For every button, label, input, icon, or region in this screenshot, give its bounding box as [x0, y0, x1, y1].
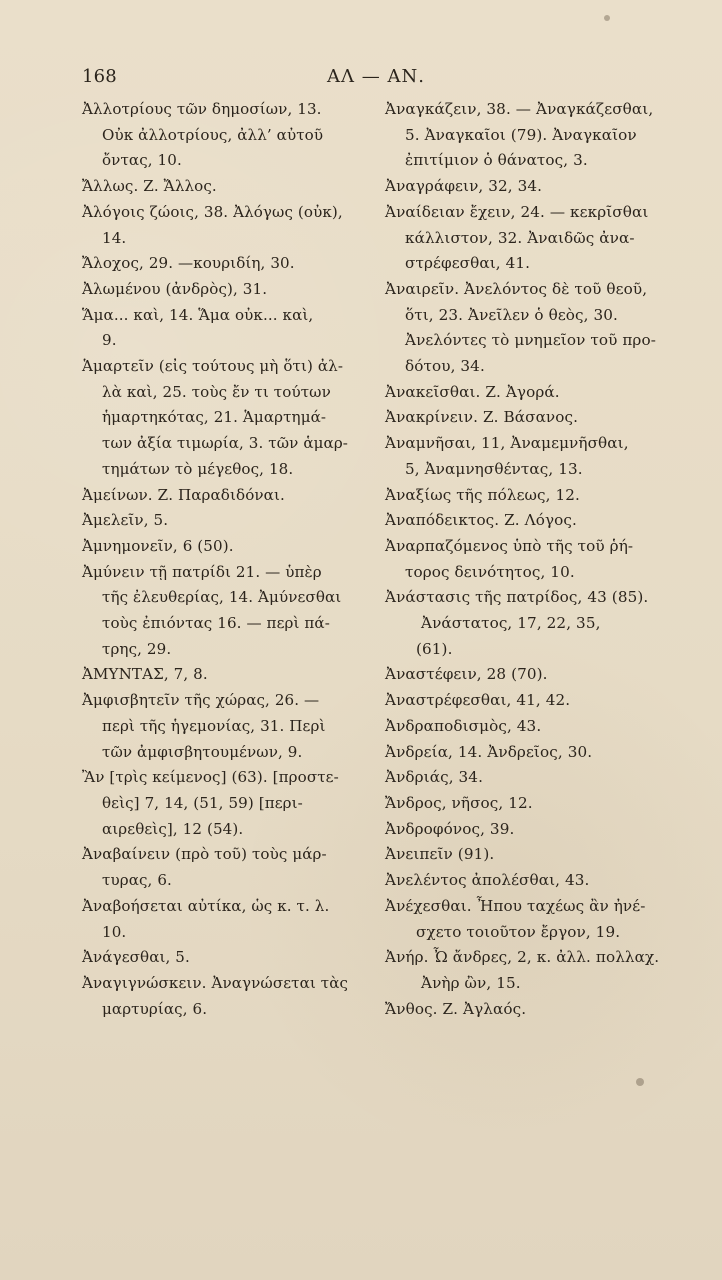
page-header [82, 66, 662, 90]
entry-line: σχετο τοιοῦτον ἔργον, 19. [416, 922, 621, 941]
entry-line: Ἄνδρος, νῆσος, 12. [385, 793, 533, 812]
entry-line: θεὶς] 7, 14, (51, 59) [περι- [102, 793, 303, 812]
entry-line: 5. Ἀναγκαῖοι (79). Ἀναγκαῖον [405, 125, 637, 144]
entry-line: Ἄλλως. Ζ. Ἄλλος. [82, 177, 217, 196]
entry-line: Ἀμείνων. Ζ. Παραδιδόναι. [82, 485, 285, 504]
entry-line: Ἀναγκάζειν, 38. — Ἀναγκάζεσθαι, [385, 100, 654, 118]
entry-line: Ἀναβοήσεται αὐτίκα, ὡς κ. τ. λ. [82, 896, 330, 915]
entry-line: δότου, 34. [405, 357, 485, 376]
entry-line: Ἀλόγοις ζώοις, 38. Ἀλόγως (οὐκ), [82, 202, 343, 221]
entry-line: Ἀνακεῖσθαι. Ζ. Ἀγορά. [385, 382, 560, 401]
entry-line: ἐπιτίμιον ὁ θάνατος, 3. [405, 151, 588, 170]
entry-line: Ἀνελόντες τὸ μνημεῖον τοῦ προ- [405, 331, 656, 350]
index-columns [82, 97, 672, 1022]
entry-line: τῶν ἀμφισβητουμένων, 9. [102, 742, 303, 761]
entry-line: Ἀναρπαζόμενος ὑπὸ τῆς τοῦ ῥή- [385, 536, 634, 555]
entry-line: Ἀναγιγνώσκειν. Ἀναγνώσεται τὰς [82, 973, 349, 992]
entry-line: Ἀνδροφόνος, 39. [385, 819, 515, 838]
entry-line: ἈΜΥΝΤΑΣ, 7, 8. [82, 665, 208, 684]
entry-line: μαρτυρίας, 6. [102, 999, 208, 1018]
entry-line: Ἄλοχος, 29. —κουριδίη, 30. [82, 254, 295, 273]
right-column [385, 97, 672, 1022]
left-column [82, 97, 369, 1022]
ink-spot-top [604, 15, 610, 21]
entry-line: 5, Ἀναμνησθέντας, 13. [405, 459, 583, 478]
entry-line: Ἀνειπεῖν (91). [385, 845, 495, 864]
entry-line: Ἀνὴρ ὢν, 15. [421, 973, 521, 992]
entry-line: Ἀνάστατος, 17, 22, 35, [421, 614, 601, 633]
entry-line: Ἀναμνῆσαι, 11, Ἀναμεμνῆσθαι, [385, 434, 629, 453]
entry-line: στρέφεσθαι, 41. [405, 254, 531, 273]
entry-line: Ἅμα... καὶ, 14. Ἅμα οὐκ... καὶ, [82, 305, 314, 324]
entry-line: τημάτων τὸ μέγεθος, 18. [102, 459, 294, 478]
entry-line: τυρας, 6. [102, 871, 172, 890]
entry-line: των ἀξία τιμωρία, 3. τῶν ἁμαρ- [102, 434, 349, 453]
entry-line: 14. [102, 228, 127, 247]
entry-line: Ἀμφισβητεῖν τῆς χώρας, 26. — [82, 691, 320, 710]
entry-line: Ἀνήρ. Ὦ ἄνδρες, 2, κ. ἀλλ. πολλαχ. [385, 948, 660, 967]
entry-line: ἡμαρτηκότας, 21. Ἁμαρτημά- [102, 408, 327, 427]
entry-line: Ἀναγράφειν, 32, 34. [385, 177, 543, 196]
entry-line: Ἄνθος. Ζ. Ἀγλαός. [385, 999, 527, 1018]
entry-line: αιρεθεὶς], 12 (54). [102, 819, 244, 838]
entry-line: Ἀναξίως τῆς πόλεως, 12. [385, 485, 580, 504]
entry-line: Ἀνέχεσθαι. Ἦπου ταχέως ἂν ἠνέ- [385, 896, 646, 915]
entry-line: Οὐκ ἀλλοτρίους, ἀλλ’ αὐτοῦ [102, 125, 324, 144]
entry-line: Ἀναίδειαν ἔχειν, 24. — κεκρῖσθαι [385, 202, 649, 221]
entry-line: Ἀνδρεία, 14. Ἀνδρεῖος, 30. [385, 742, 593, 761]
entry-line: Ἂν [τρὶς κείμενος] (63). [προστε- [82, 768, 339, 787]
entry-line: ὄντας, 10. [102, 151, 182, 170]
page-number: 168 [82, 66, 117, 87]
entry-line: Ἀναστρέφεσθαι, 41, 42. [385, 691, 571, 710]
entry-line: (61). [416, 639, 453, 658]
entry-line: Ἀνελέντος ἀπολέσθαι, 43. [385, 871, 590, 890]
entry-line: Ἀμύνειν τῇ πατρίδι 21. — ὑπὲρ [82, 562, 322, 581]
ink-spot-bottom [636, 1078, 644, 1086]
entry-line: Ἀλωμένου (ἀνδρὸς), 31. [82, 279, 268, 298]
entry-line: Ἀναπόδεικτος. Ζ. Λόγος. [385, 511, 577, 530]
entry-line: Ἀνάστασις τῆς πατρίδος, 43 (85). [385, 588, 649, 607]
entry-line: τῆς ἐλευθερίας, 14. Ἀμύνεσθαι [102, 588, 342, 607]
entry-line: Ἀλλοτρίους τῶν δημοσίων, 13. [82, 100, 322, 118]
entry-line: Ἀνάγεσθαι, 5. [82, 948, 190, 967]
entry-line: Ἀνδριάς, 34. [385, 768, 483, 787]
entry-line: Ἀνδραποδισμὸς, 43. [385, 716, 542, 735]
entry-line: ὅτι, 23. Ἀνεῖλεν ὁ θεὸς, 30. [405, 305, 618, 324]
entry-line: Ἀναστέφειν, 28 (70). [385, 665, 548, 684]
entry-line: τορος δεινότητος, 10. [405, 562, 575, 581]
entry-line: 9. [102, 331, 117, 350]
entry-line: Ἀναβαίνειν (πρὸ τοῦ) τοὺς μάρ- [82, 845, 327, 864]
entry-line: Ἀμελεῖν, 5. [82, 511, 169, 530]
entry-line: Ἀνακρίνειν. Ζ. Βάσανος. [385, 408, 579, 427]
entry-line: τοὺς ἐπιόντας 16. — περὶ πά- [102, 614, 330, 633]
entry-line: τρης, 29. [102, 639, 172, 658]
entry-line: Ἀναιρεῖν. Ἀνελόντος δὲ τοῦ θεοῦ, [385, 279, 648, 298]
entry-line: περὶ τῆς ἡγεμονίας, 31. Περὶ [102, 716, 326, 735]
entry-line: Ἀμνημονεῖν, 6 (50). [82, 536, 234, 555]
entry-line: 10. [102, 922, 127, 941]
running-head: ΑΛ — ΑΝ. [327, 66, 425, 87]
entry-line: Ἁμαρτεῖν (εἰς τούτους μὴ ὅτι) ἀλ- [82, 357, 344, 376]
entry-line: λὰ καὶ, 25. τοὺς ἔν τι τούτων [102, 382, 331, 401]
entry-line: κάλλιστον, 32. Ἀναιδῶς ἀνα- [405, 228, 635, 247]
